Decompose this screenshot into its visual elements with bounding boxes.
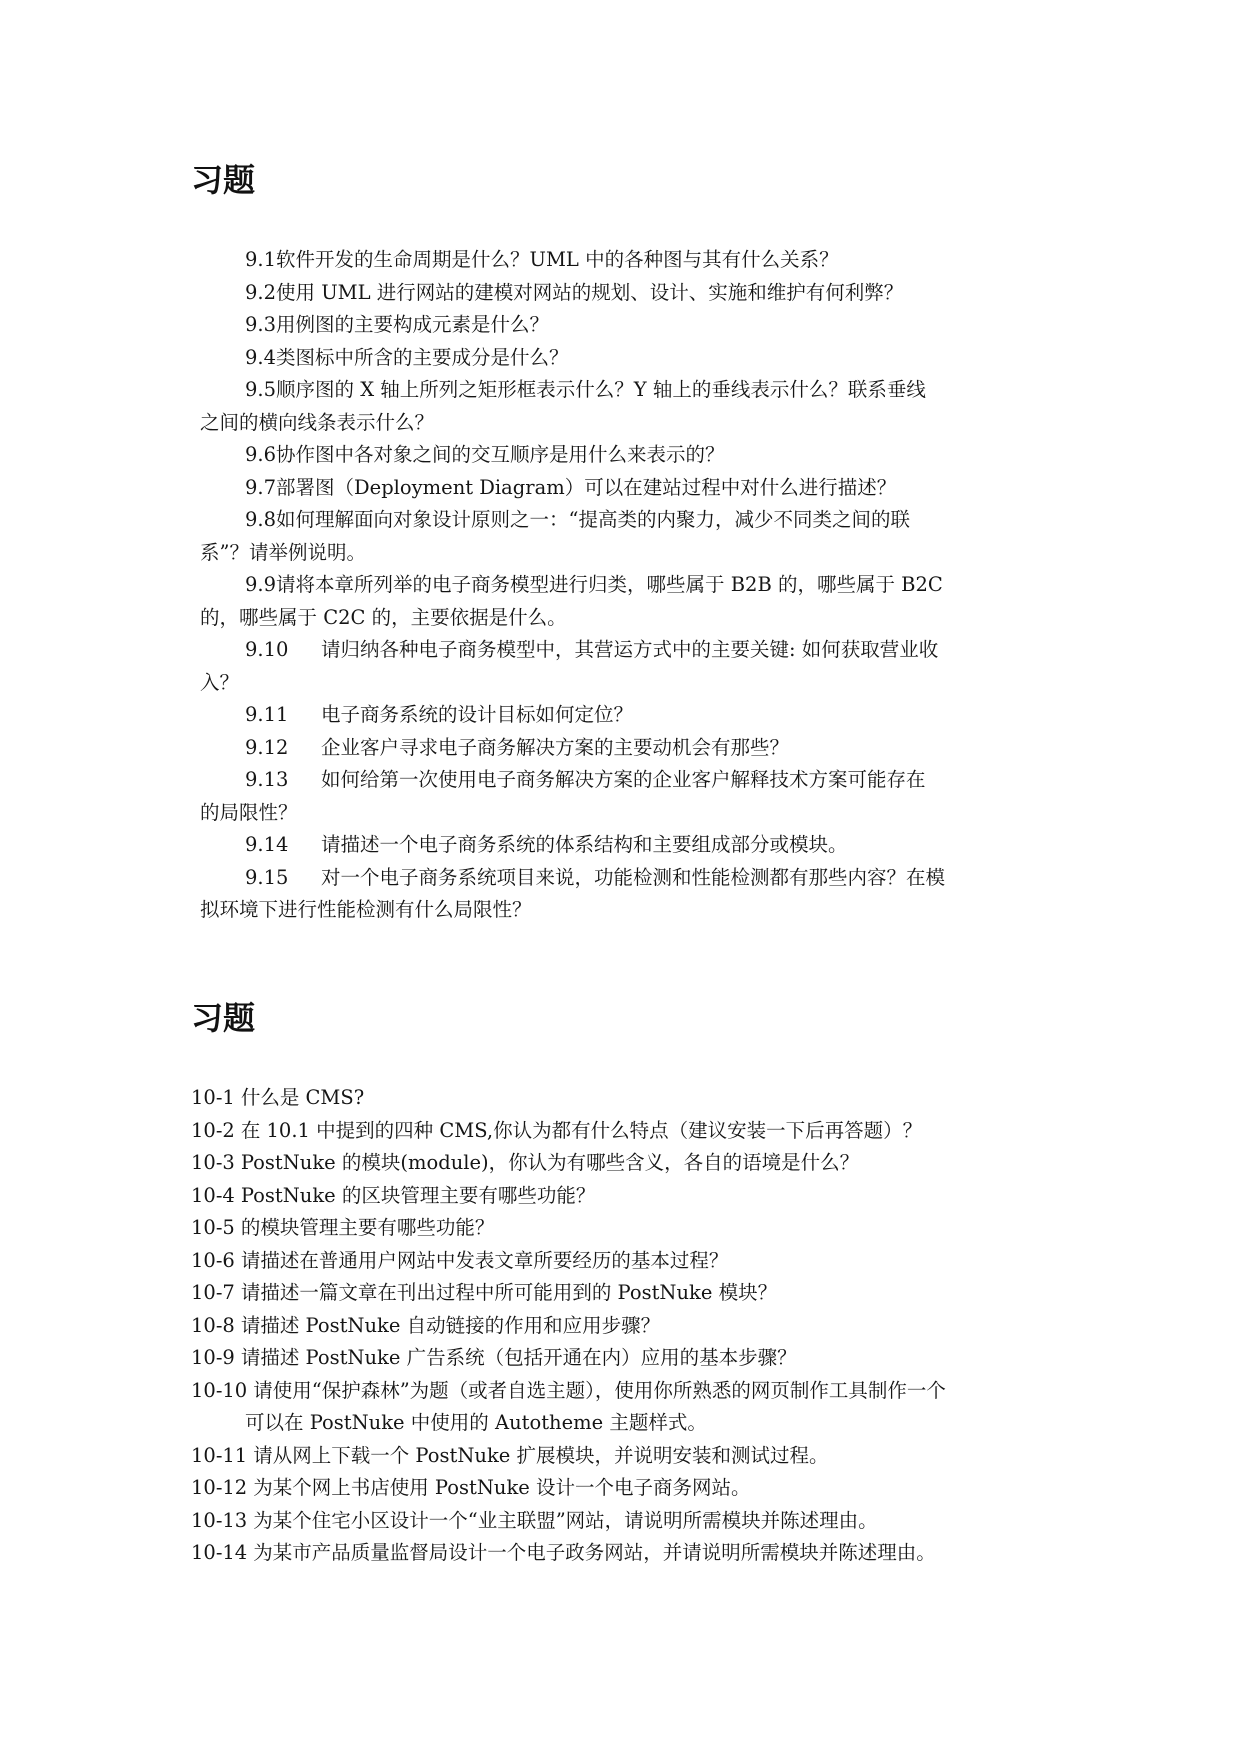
- question-text: PostNuke 的区块管理主要有哪些功能？: [240, 1183, 596, 1207]
- question-item: [0, 1147, 1051, 1180]
- question-number: 9.1: [245, 248, 277, 271]
- question-text: PostNuke 的模块(module)，你认为有哪些含义，各自的语境是什么？: [240, 1151, 860, 1174]
- question-number: 10-5: [191, 1216, 235, 1239]
- question-item: [0, 309, 1045, 342]
- question-text-continuation: 的，哪些属于 C2C 的，主要依据是什么。: [200, 605, 567, 629]
- question-number: 9.11: [245, 703, 289, 726]
- question-item: [0, 1310, 1051, 1343]
- question-item: [0, 1375, 1051, 1440]
- question-number: 9.5: [245, 378, 277, 401]
- question-text: 请从网上下载一个 PostNuke 扩展模块，并说明安装和测试过程。: [253, 1443, 829, 1467]
- question-item: [0, 1440, 1051, 1473]
- question-number: 10-11: [191, 1443, 248, 1467]
- question-text: 顺序图的 X 轴上所列之矩形框表示什么？Y 轴上的垂线表示什么？联系垂线: [276, 378, 926, 401]
- question-text-continuation: 的局限性？: [200, 800, 298, 824]
- question-item: [0, 1472, 1051, 1505]
- question-text: 请描述 PostNuke 广告系统（包括开通在内）应用的基本步骤？: [240, 1346, 797, 1369]
- question-text: 什么是 CMS?: [240, 1086, 365, 1109]
- question-text: 请描述在普通用户网站中发表文章所要经历的基本过程？: [240, 1248, 729, 1272]
- question-text-continuation: 入？: [200, 670, 240, 694]
- question-text: 的模块管理主要有哪些功能？: [240, 1216, 495, 1239]
- question-item: [0, 862, 1045, 927]
- question-text-continuation: 之间的横向线条表示什么？: [200, 410, 435, 434]
- question-text: 用例图的主要构成元素是什么？: [276, 313, 550, 336]
- question-number: 9.15: [245, 865, 289, 889]
- question-item: [0, 1277, 1051, 1310]
- question-text: 类图标中所含的主要成分是什么？: [276, 345, 569, 369]
- question-item: [0, 1342, 1051, 1375]
- question-item: [0, 569, 1045, 634]
- question-text: 请将本章所列举的电子商务模型进行归类，哪些属于 B2B 的，哪些属于 B2C: [276, 573, 943, 596]
- question-number: 10-12: [191, 1476, 248, 1499]
- question-text: 请归纳各种电子商务模型中，其营运方式中的主要关键: 如何获取营业收: [321, 638, 939, 661]
- question-item: [0, 1180, 1051, 1213]
- question-item: [0, 829, 1045, 862]
- question-list: [0, 1082, 1241, 1570]
- question-number: 10-3: [191, 1151, 235, 1174]
- question-number: 9.8: [245, 508, 277, 531]
- question-text: 请使用“保护森林”为题（或者自选主题），使用你所熟悉的网页制作工具制作一个: [253, 1378, 946, 1402]
- question-item: [0, 504, 1045, 569]
- question-text: 请描述 PostNuke 自动链接的作用和应用步骤？: [240, 1313, 661, 1337]
- question-text: 协作图中各对象之间的交互顺序是用什么来表示的？: [276, 443, 725, 466]
- question-number: 10-6: [191, 1248, 235, 1272]
- question-text: 使用 UML 进行网站的建模对网站的规划、设计、实施和维护有何利弊？: [276, 280, 904, 304]
- question-item: [0, 634, 1045, 699]
- question-number: 9.4: [245, 345, 277, 369]
- question-text: 如何给第一次使用电子商务解决方案的企业客户解释技术方案可能存在: [321, 768, 926, 791]
- question-text-continuation: 拟环境下进行性能检测有什么局限性？: [200, 898, 532, 921]
- question-item: [0, 699, 1045, 732]
- question-item: [0, 374, 1045, 439]
- question-item: [0, 1245, 1051, 1278]
- question-number: 10-10: [191, 1378, 248, 1402]
- question-number: 10-13: [191, 1508, 248, 1532]
- question-text: 部署图（Deployment Diagram）可以在建站过程中对什么进行描述？: [276, 475, 897, 499]
- question-text: 在 10.1 中提到的四种 CMS,你认为都有什么特点（建议安装一下后再答题）？: [240, 1118, 923, 1142]
- question-item: [0, 472, 1045, 505]
- question-number: 10-1: [191, 1086, 235, 1109]
- question-number: 10-2: [191, 1118, 235, 1142]
- question-number: 9.13: [245, 768, 289, 791]
- question-list: [0, 244, 1241, 927]
- question-item: [0, 1537, 1051, 1570]
- question-text-continuation: 可以在 PostNuke 中使用的 Autotheme 主题样式。: [245, 1411, 707, 1434]
- section-heading: 习题: [191, 161, 256, 199]
- question-item: [0, 439, 1045, 472]
- question-item: [0, 1115, 1051, 1148]
- question-item: [0, 342, 1045, 375]
- question-number: 9.7: [245, 475, 277, 499]
- question-text: 电子商务系统的设计目标如何定位？: [321, 703, 634, 726]
- question-text: 请描述一篇文章在刊出过程中所可能用到的 PostNuke 模块？: [240, 1281, 778, 1304]
- question-number: 9.6: [245, 443, 277, 466]
- question-number: 10-8: [191, 1313, 235, 1337]
- question-number: 9.3: [245, 313, 277, 336]
- question-item: [0, 1212, 1051, 1245]
- section-heading: 习题: [191, 999, 256, 1037]
- question-item: [0, 277, 1045, 310]
- question-text: 为某个网上书店使用 PostNuke 设计一个电子商务网站。: [253, 1476, 751, 1499]
- question-text-continuation: 系”？请举例说明。: [200, 540, 366, 564]
- question-number: 9.10: [245, 638, 289, 661]
- question-number: 10-14: [191, 1541, 248, 1564]
- question-item: [0, 764, 1045, 829]
- question-item: [0, 1505, 1051, 1538]
- question-number: 9.2: [245, 280, 277, 304]
- question-text: 企业客户寻求电子商务解决方案的主要动机会有那些？: [321, 735, 790, 759]
- question-text: 为某市产品质量监督局设计一个电子政务网站，并请说明所需模块并陈述理由。: [253, 1541, 936, 1564]
- question-number: 9.14: [245, 833, 289, 856]
- question-item: [0, 1082, 1051, 1115]
- question-text: 对一个电子商务系统项目来说，功能检测和性能检测都有那些内容？在模: [321, 865, 946, 889]
- question-number: 9.9: [245, 573, 277, 596]
- question-number: 9.12: [245, 735, 289, 759]
- question-number: 10-4: [191, 1183, 235, 1207]
- question-text: 软件开发的生命周期是什么？UML 中的各种图与其有什么关系？: [276, 248, 839, 271]
- question-number: 10-9: [191, 1346, 235, 1369]
- question-item: [0, 244, 1045, 277]
- question-item: [0, 732, 1045, 765]
- question-text: 请描述一个电子商务系统的体系结构和主要组成部分或模块。: [321, 833, 848, 856]
- question-text: 为某个住宅小区设计一个“业主联盟”网站，请说明所需模块并陈述理由。: [253, 1508, 878, 1532]
- question-text: 如何理解面向对象设计原则之一：“提高类的内聚力，减少不同类之间的联: [276, 508, 910, 531]
- question-number: 10-7: [191, 1281, 235, 1304]
